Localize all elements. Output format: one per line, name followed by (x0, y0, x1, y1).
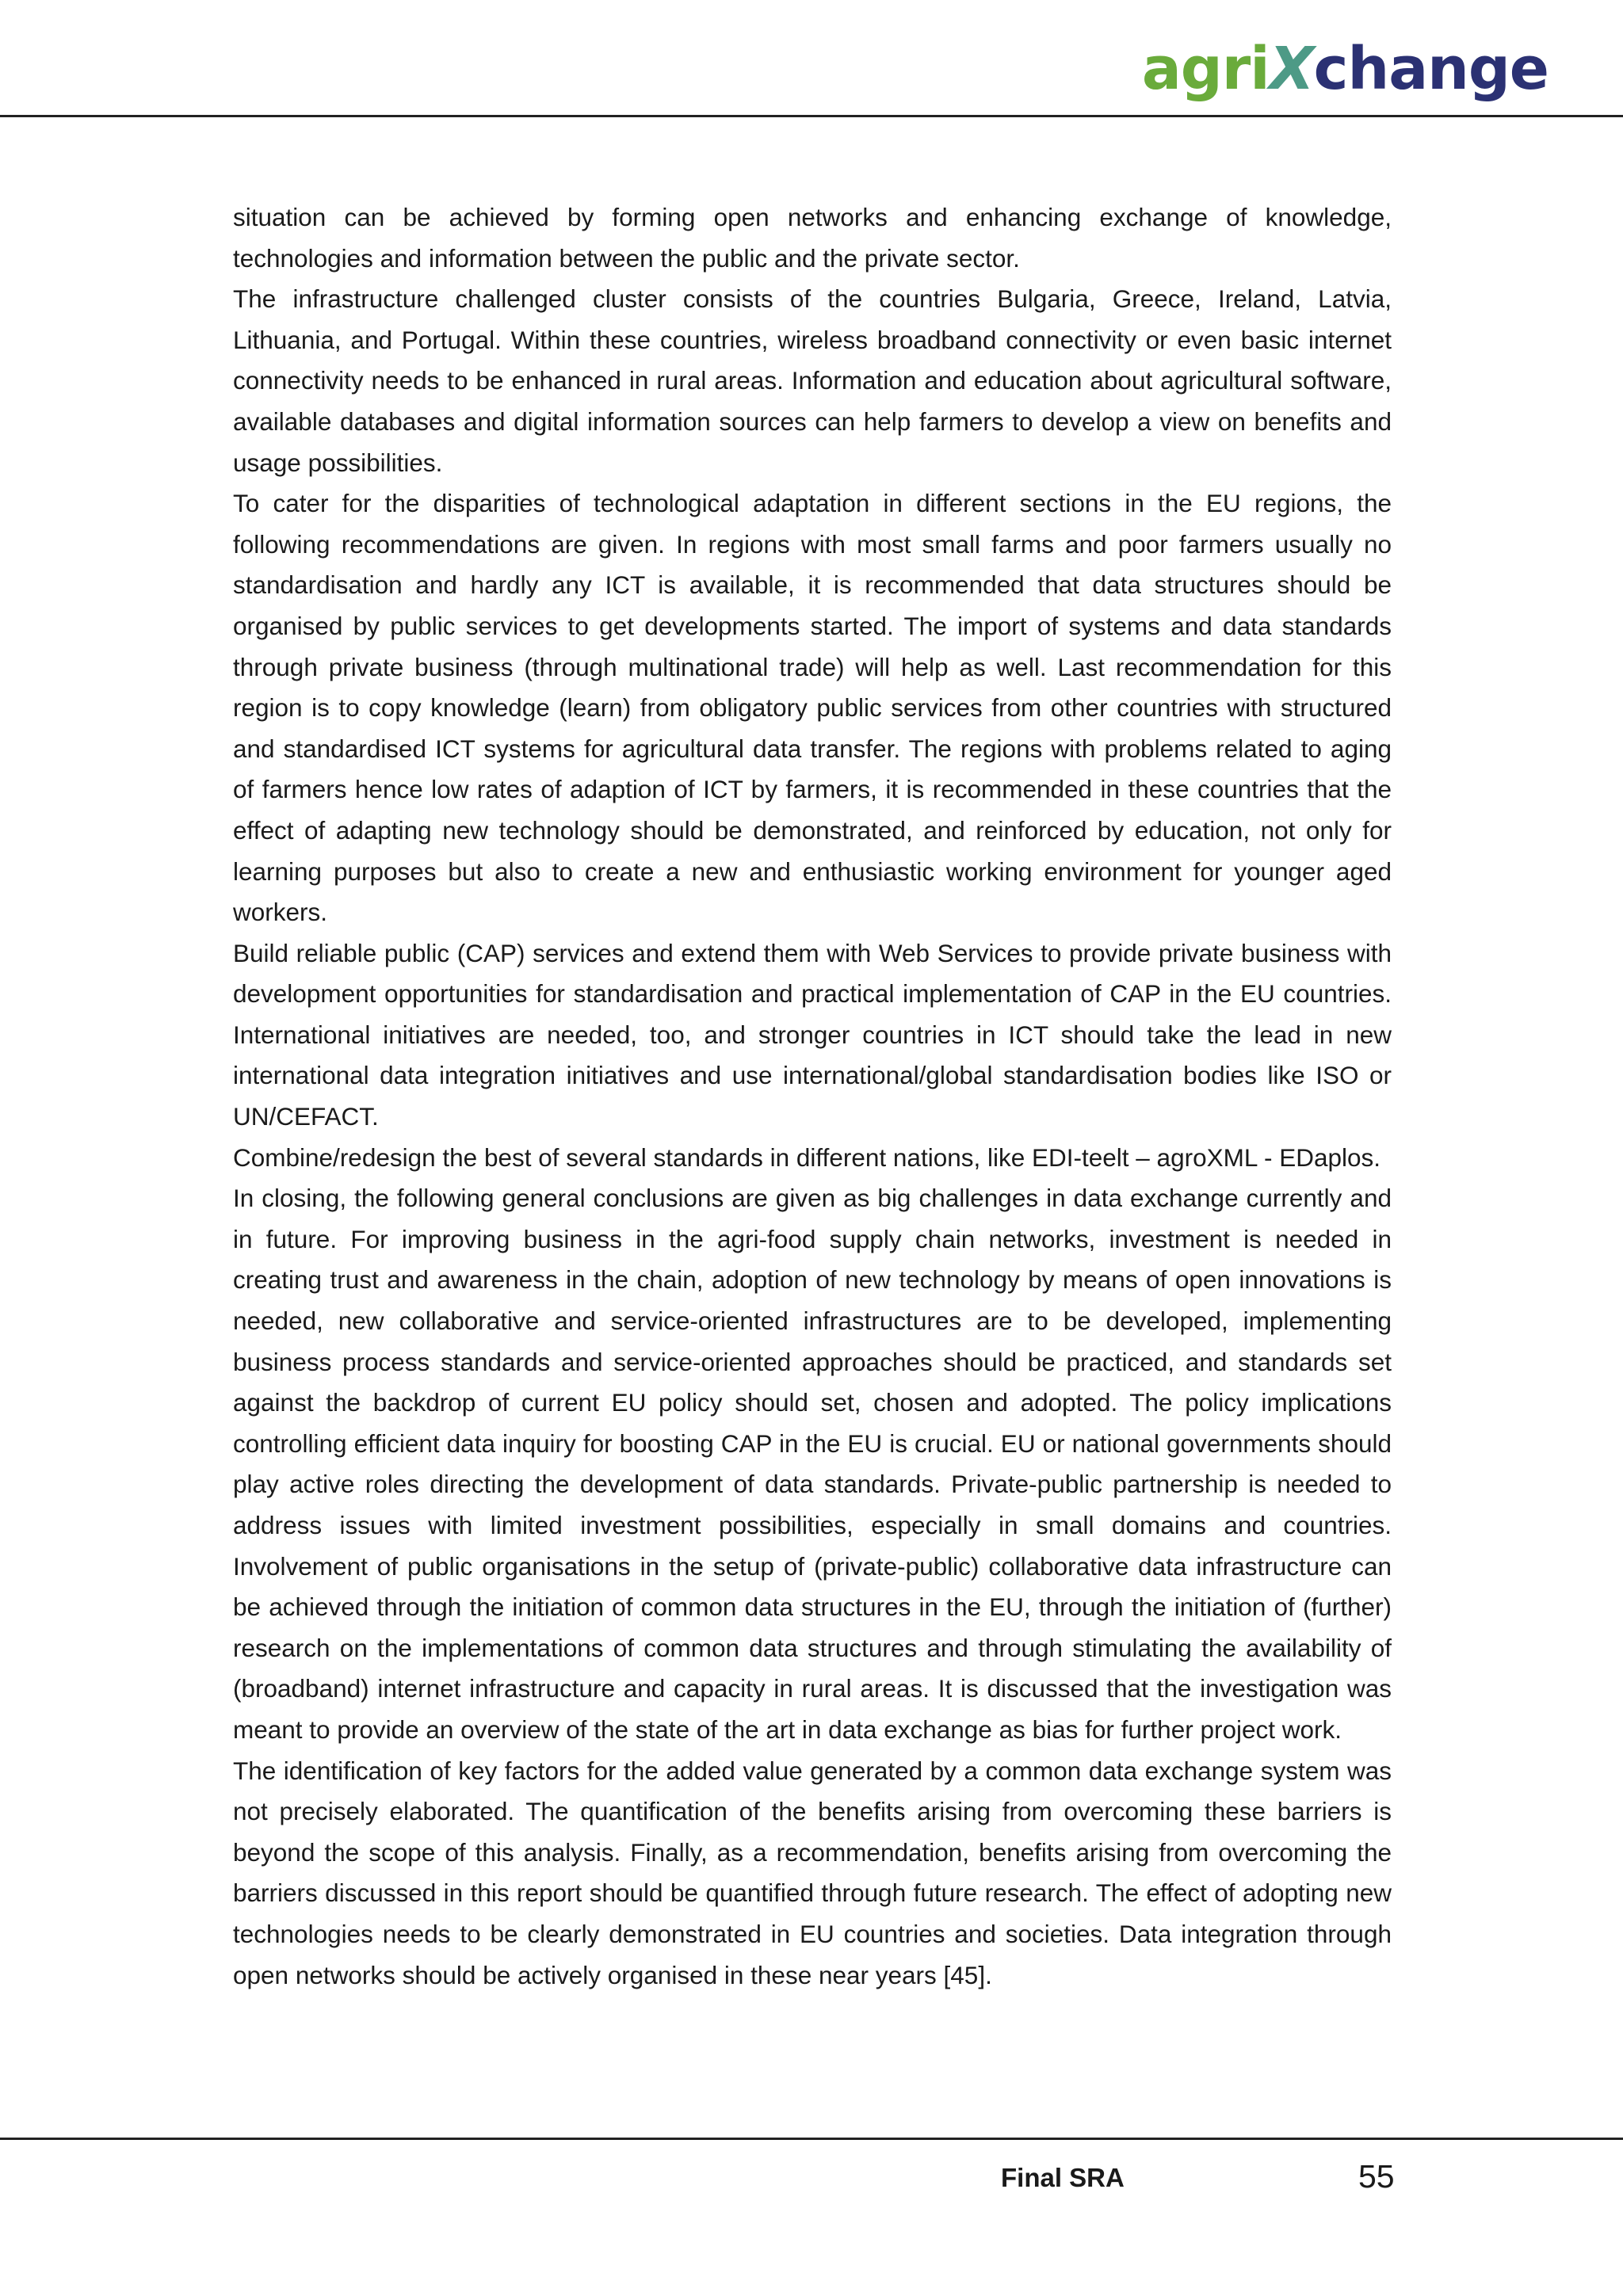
logo-text-change: change (1313, 35, 1549, 103)
document-body (233, 197, 1392, 1996)
body-paragraph: situation can be achieved by forming open networks and enhancing exchange of knowledge, technologies and information between the public and the private sector. (233, 203, 1392, 273)
logo-text-x: X (1269, 35, 1314, 103)
footer-divider (0, 2138, 1623, 2140)
body-paragraph: Build reliable public (CAP) services and extend them with Web Services to provide private business with development opportunities for standardisation and practical implementation of CAP in the EU countries. International initiatives are needed, too, and stronger countries in ICT should take the lead in new international data integration initiatives and use international/global standardisation bodies like ISO or UN/CEFACT. (233, 938, 1392, 1131)
body-paragraph: The identification of key factors for the added value generated by a common data exchange system was not precisely elaborated. The quantification of the benefits arising from overcoming these barriers is beyond the scope of this analysis. Finally, as a recommendation, benefits arising from overcoming the barriers discussed in this report should be quantified through future research. The effect of adopting new technologies needs to be clearly demonstrated in EU countries and societies. Data integration through open networks should be actively organised in these near years [45]. (233, 1756, 1392, 1989)
page-number: 55 (1358, 2158, 1395, 2195)
body-paragraph: The infrastructure challenged cluster consists of the countries Bulgaria, Greece, Ireland, Latvia, Lithuania, and Portugal. Within these countries, wireless broadband connectivity or even basic internet connectivity needs to be enhanced in rural areas. Information and education about agricultural software, available databases and digital information sources can help farmers to develop a view on benefits and usage possibilities. (233, 284, 1392, 477)
body-paragraph: To cater for the disparities of technological adaptation in different sections in the EU regions, the following recommendations are given. In regions with most small farms and poor farmers usually no standardisation and hardly any ICT is available, it is recommended that data structures should be organised by public services to get developments started. The import of systems and data standards through private business (through multinational trade) will help as well. Last recommendation for this region is to copy knowledge (learn) from obligatory public services from other countries with structured and standardised ICT systems for agricultural data transfer. The regions with problems related to aging of farmers hence low rates of adaption of ICT by farmers, it is recommended in these countries that the effect of adapting new technology should be demonstrated, and reinforced by education, not only for learning purposes but also to create a new and enthusiastic working environment for younger aged workers. (233, 489, 1392, 927)
footer-document-label: Final SRA (1001, 2163, 1125, 2192)
page-header (0, 0, 1623, 117)
agrixchange-logo (1142, 33, 1549, 105)
logo-text-agri: agri (1141, 35, 1270, 103)
body-paragraph: In closing, the following general conclusions are given as big challenges in data exchange currently and in future. For improving business in the agri-food supply chain networks, investment is needed in creating trust and awareness in the chain, adoption of new technology by means of open innovations is needed, new collaborative and service-oriented infrastructures are to be developed, implementing business process standards and service-oriented approaches should be practiced, and standards set against the backdrop of current EU policy should set, chosen and adopted. The policy implications controlling efficient data inquiry for boosting CAP in the EU is crucial. EU or national governments should play active roles directing the development of data standards. Private-public partnership is needed to address issues with limited investment possibilities, especially in small domains and countries. Involvement of public organisations in the setup of (private-public) collaborative data infrastructure can be achieved through the initiation of common data structures in the EU, through the initiation of (further) research on the implementations of common data structures and through stimulating the availability of (broadband) internet infrastructure and capacity in rural areas. It is discussed that the investigation was meant to provide an overview of the state of the art in data exchange as bias for further project work. (233, 1184, 1392, 1744)
body-paragraph: Combine/redesign the best of several standards in different nations, like EDI-teelt – agroXML - EDaplos. (233, 1142, 1381, 1172)
header-divider (0, 115, 1623, 117)
